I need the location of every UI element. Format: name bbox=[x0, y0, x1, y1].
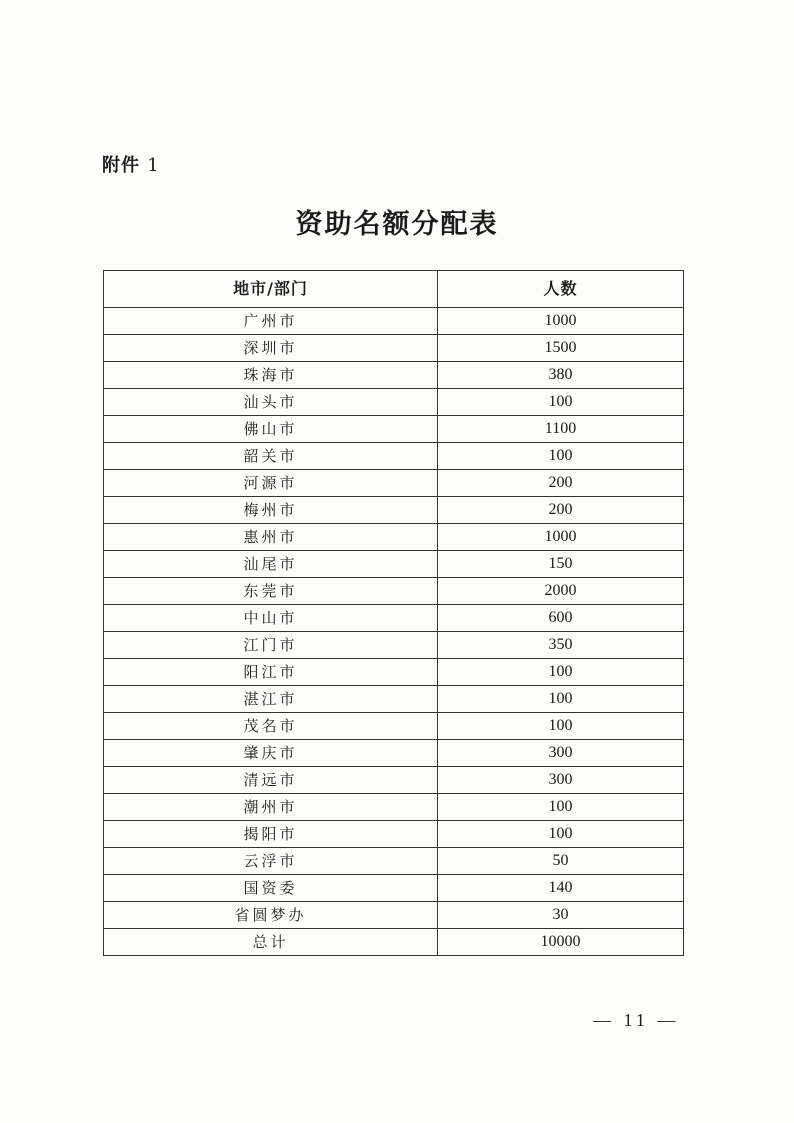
table-row bbox=[104, 308, 684, 335]
dept-cell: 国资委 bbox=[104, 875, 438, 902]
count-cell: 380 bbox=[438, 362, 684, 389]
count-cell: 100 bbox=[438, 443, 684, 470]
dept-cell: 韶关市 bbox=[104, 443, 438, 470]
count-cell: 100 bbox=[438, 686, 684, 713]
count-cell: 150 bbox=[438, 551, 684, 578]
table-row bbox=[104, 794, 684, 821]
dept-cell: 清远市 bbox=[104, 767, 438, 794]
table-row bbox=[104, 767, 684, 794]
count-cell: 50 bbox=[438, 848, 684, 875]
count-cell: 2000 bbox=[438, 578, 684, 605]
table-row bbox=[104, 848, 684, 875]
count-cell: 300 bbox=[438, 767, 684, 794]
table-row bbox=[104, 524, 684, 551]
dept-cell: 深圳市 bbox=[104, 335, 438, 362]
table-row bbox=[104, 902, 684, 929]
dept-cell: 中山市 bbox=[104, 605, 438, 632]
count-cell: 1000 bbox=[438, 524, 684, 551]
dept-cell: 阳江市 bbox=[104, 659, 438, 686]
table-row bbox=[104, 713, 684, 740]
column-header-count: 人数 bbox=[438, 271, 684, 308]
table-row bbox=[104, 632, 684, 659]
column-header-dept: 地市/部门 bbox=[104, 271, 438, 308]
dept-cell: 云浮市 bbox=[104, 848, 438, 875]
table-header-row bbox=[104, 271, 684, 308]
table-row bbox=[104, 821, 684, 848]
count-cell: 100 bbox=[438, 713, 684, 740]
attachment-number: 1 bbox=[147, 155, 160, 176]
count-cell: 200 bbox=[438, 497, 684, 524]
count-cell: 1500 bbox=[438, 335, 684, 362]
count-cell: 100 bbox=[438, 821, 684, 848]
dept-cell: 省圆梦办 bbox=[104, 902, 438, 929]
count-cell: 1100 bbox=[438, 416, 684, 443]
count-cell: 140 bbox=[438, 875, 684, 902]
count-cell: 30 bbox=[438, 902, 684, 929]
dept-cell: 汕头市 bbox=[104, 389, 438, 416]
dept-cell: 江门市 bbox=[104, 632, 438, 659]
dept-cell: 广州市 bbox=[104, 308, 438, 335]
dept-cell: 东莞市 bbox=[104, 578, 438, 605]
table-row bbox=[104, 362, 684, 389]
dept-cell: 佛山市 bbox=[104, 416, 438, 443]
page-title: 资助名额分配表 bbox=[295, 209, 499, 240]
table-body bbox=[104, 308, 684, 956]
dept-cell: 肇庆市 bbox=[104, 740, 438, 767]
dept-cell: 河源市 bbox=[104, 470, 438, 497]
table-row bbox=[104, 659, 684, 686]
count-cell: 350 bbox=[438, 632, 684, 659]
table-row bbox=[104, 335, 684, 362]
dept-cell: 珠海市 bbox=[104, 362, 438, 389]
dept-cell: 汕尾市 bbox=[104, 551, 438, 578]
table-row bbox=[104, 470, 684, 497]
table-row bbox=[104, 443, 684, 470]
count-cell: 1000 bbox=[438, 308, 684, 335]
dept-cell: 惠州市 bbox=[104, 524, 438, 551]
allocation-table bbox=[103, 270, 684, 956]
dept-cell: 潮州市 bbox=[104, 794, 438, 821]
table-row bbox=[104, 416, 684, 443]
total-row bbox=[104, 929, 684, 956]
dept-cell: 揭阳市 bbox=[104, 821, 438, 848]
count-cell: 100 bbox=[438, 389, 684, 416]
table-row bbox=[104, 740, 684, 767]
count-cell: 200 bbox=[438, 470, 684, 497]
table-row bbox=[104, 875, 684, 902]
count-cell: 600 bbox=[438, 605, 684, 632]
dept-cell: 总计 bbox=[104, 929, 438, 956]
dept-cell: 茂名市 bbox=[104, 713, 438, 740]
table-row bbox=[104, 551, 684, 578]
table-row bbox=[104, 389, 684, 416]
attachment-label bbox=[102, 151, 160, 177]
table-row bbox=[104, 686, 684, 713]
count-cell: 100 bbox=[438, 659, 684, 686]
table-row bbox=[104, 605, 684, 632]
table-row bbox=[104, 578, 684, 605]
table-row bbox=[104, 497, 684, 524]
dept-cell: 湛江市 bbox=[104, 686, 438, 713]
attachment-text: 附件 bbox=[102, 155, 140, 176]
count-cell: 100 bbox=[438, 794, 684, 821]
count-cell: 10000 bbox=[438, 929, 684, 956]
count-cell: 300 bbox=[438, 740, 684, 767]
dept-cell: 梅州市 bbox=[104, 497, 438, 524]
page-number: — 11 — bbox=[593, 1010, 680, 1030]
